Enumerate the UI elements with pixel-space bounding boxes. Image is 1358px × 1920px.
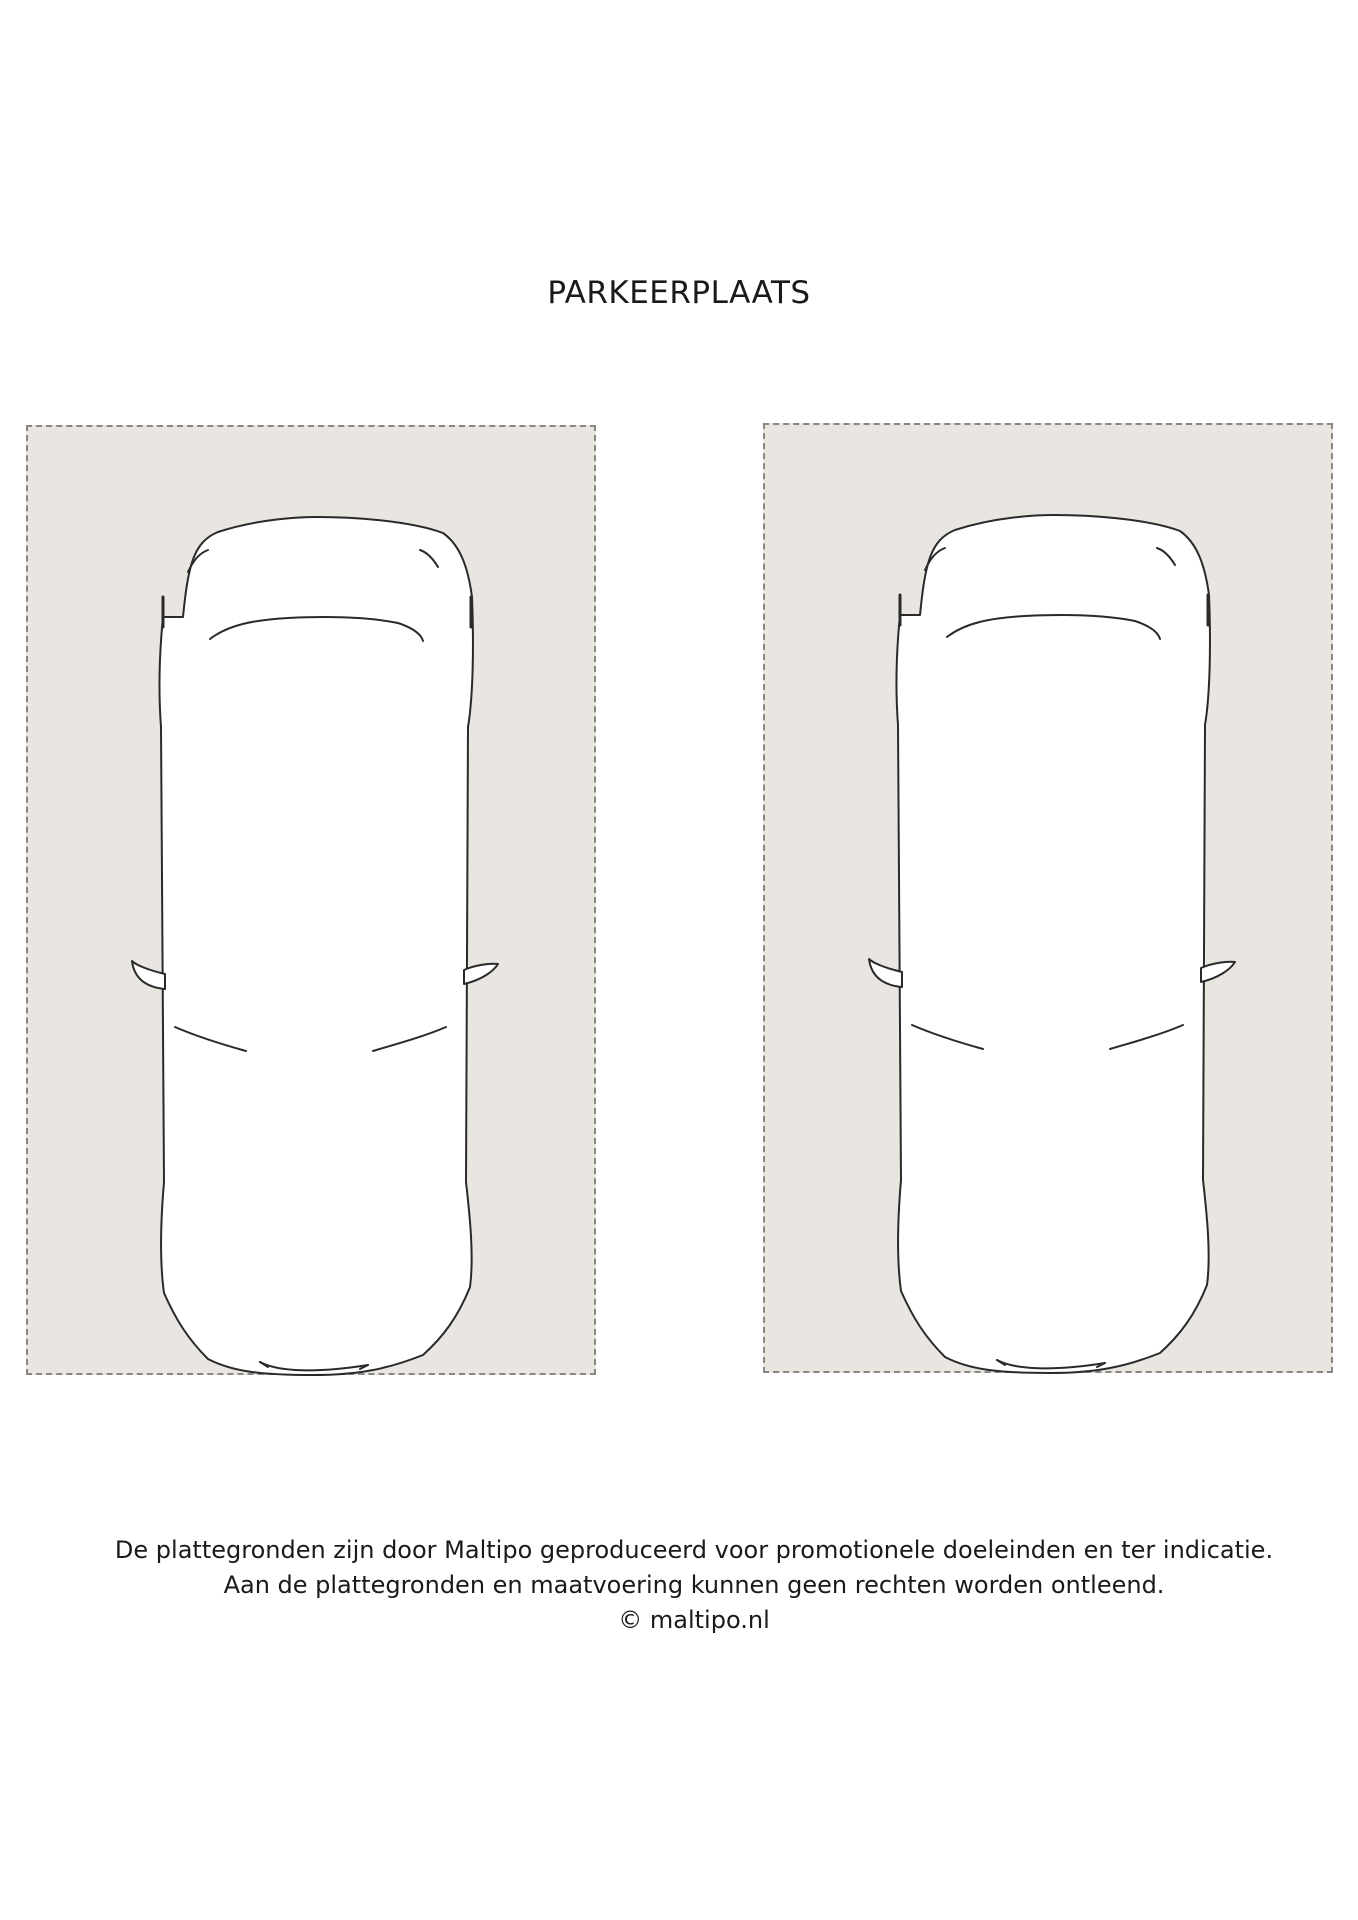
car-top-view-icon [28,427,598,1377]
page-title: PARKEERPLAATS [547,275,811,311]
disclaimer-line-2: Aan de plattegronden en maatvoering kunnen geen rechten worden ontleend. [223,1571,1165,1599]
parking-space-right [763,423,1333,1373]
disclaimer [0,1533,1358,1638]
car-top-view-icon [765,425,1335,1375]
parking-space-left [26,425,596,1375]
disclaimer-line-1: De plattegronden zijn door Maltipo geproduceerd voor promotionele doeleinden en ter indicatie. [114,1536,1274,1564]
copyright-text: © maltipo.nl [618,1606,770,1634]
